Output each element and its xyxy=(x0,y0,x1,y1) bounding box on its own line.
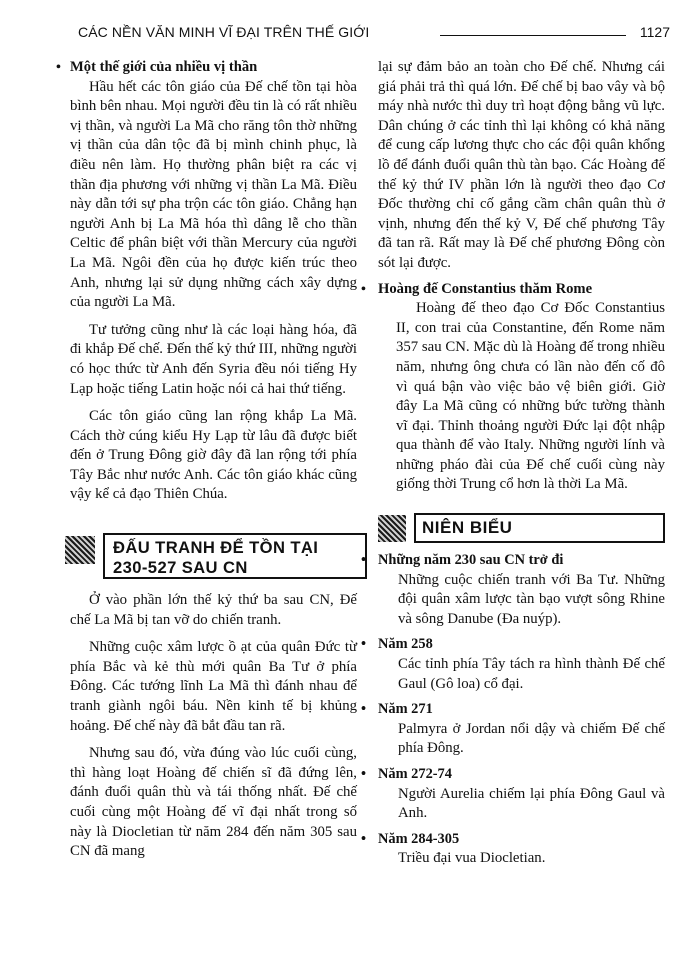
timeline-entry xyxy=(361,551,665,629)
paragraph: Tư tưởng cũng như là các loại hàng hóa, đã đi khắp Đế chế. Đến thế kỷ thứ III, những người có học thức từ Anh đến Syria đều nói tiếng Hy Lạp hoặc tiếng Latin hoặc nói cả hai thứ tiếng. xyxy=(70,321,357,397)
timeline-text: Người Aurelia chiếm lại phía Đông Gaul và Anh. xyxy=(398,785,665,822)
bullet-icon: • xyxy=(361,701,367,718)
timeline-year-text: Năm 272-74 xyxy=(378,766,452,782)
running-header xyxy=(78,24,670,42)
header-rule xyxy=(440,35,626,36)
bullet-icon: • xyxy=(56,60,61,75)
paragraph: Những cuộc xâm lược ồ ạt của quân Đức từ phía Bắc và kẻ thù mới quân Ba Tư ở phía Đông. Các tướng lĩnh La Mã thì đánh nhau để tranh giành ngôi báu. Nền kinh tế bị khủng hoảng. Đế chế này đã bắt đầu tan rã. xyxy=(70,639,357,734)
timeline-year xyxy=(361,551,665,571)
bullet-icon: • xyxy=(361,766,367,782)
bullet-icon: • xyxy=(361,552,367,569)
timeline-year-text: Năm 284-305 xyxy=(378,830,460,847)
timeline-text: Palmyra ở Jordan nổi dậy và chiếm Đế chế phía Đông. xyxy=(398,720,665,757)
paragraph-continued: lại sự đảm bảo an toàn cho Đế chế. Nhưng cái giá phải trả thì quá lớn. Đế chế bị bao vây và bộ máy nhà nước thì duy trì hoạt động bằng vũ lực. Dân chúng ở các tỉnh thì lại không có khả năng để cung cấp lương thực cho các đội quân khổng lồ để đánh đuổi quân thù tàn bạo. Các Hoàng đế thế kỷ thứ IV phần lớn là người theo đạo Cơ Đốc thường chỉ cố gắng cầm chân quân thù ở vịnh, nhưng đến thế kỷ V, Đế chế phương Tây đã tan rã. Rất may là Đế chế phương Đông còn sót lại được. xyxy=(378,59,665,271)
paragraph: Nhưng sau đó, vừa đúng vào lúc cuối cùng, thì hàng loạt Hoàng đế chiến sĩ đã đứng lên, đánh đuổi quân thù và tái thống nhất. Đế chế cuối cùng một Hoàng đế vĩ đại nhất trong số này là Diocletian từ năm 284 đến năm 305 sau CN đã mang xyxy=(70,745,357,860)
bullet-icon: • xyxy=(361,830,367,847)
page-number: 1127 xyxy=(639,24,670,40)
timeline-year xyxy=(361,635,665,655)
timeline-year-text: Năm 271 xyxy=(378,701,433,718)
timeline-year xyxy=(361,765,665,785)
timeline-year-text: Năm 258 xyxy=(378,636,433,653)
running-header-title: CÁC NỀN VĂN MINH VĨ ĐẠI TRÊN THẾ GIỚI xyxy=(78,24,370,40)
paragraph: Các tôn giáo cũng lan rộng khắp La Mã. Cách thờ cúng kiểu Hy Lạp từ lâu đã được biết đến ở Trung Đông giờ đây đã lan rộng tới phía Tây Bắc như nước Anh. Các tôn giáo khác cũng vậy kể cả đạo Thiên Chúa. xyxy=(70,408,357,503)
timeline-text: Những cuộc chiến tranh với Ba Tư. Những đội quân xâm lược tàn bạo vượt sông Rhine và sông Danube (Đa nuýp). xyxy=(398,571,665,627)
timeline-entry xyxy=(361,830,665,869)
section-heading-text: Một thế giới của nhiều vị thần xyxy=(70,59,258,75)
timeline-text: Các tỉnh phía Tây tách ra hình thành Đế chế Gaul (Gô loa) cổ đại. xyxy=(398,656,665,692)
section-body xyxy=(378,299,665,495)
timeline-year-text: Những năm 230 sau CN trở đi xyxy=(378,552,564,569)
timeline-year xyxy=(361,830,665,850)
bullet-icon: • xyxy=(361,281,366,297)
section-heading-many-gods xyxy=(56,58,357,78)
right-column xyxy=(361,58,665,875)
timeline-entry xyxy=(361,635,665,694)
decorative-pattern-icon xyxy=(378,515,406,542)
timeline-entry xyxy=(361,765,665,824)
timeline-title-box xyxy=(378,513,665,545)
timeline-year xyxy=(361,700,665,720)
paragraph: Hoàng đế theo đạo Cơ Đốc Constantius II, con trai của Constantine, đến Rome năm 357 sau CN. Mặc dù là Hoàng đế trong nhiều năm, nhưng ông chưa có lần nào đến cố đô vì quá bận vào việc bảo vệ biên giới. Giờ đây La Mã cũng có những bức tường thành vĩ đại. Thỉnh thoảng người Đức lại đột nhập qua thành để vào Italy. Những người lính và những pháo đài của Đế chế cuối cùng này giống thời Trung cổ hơn là thời La Mã. xyxy=(396,300,665,493)
timeline-entry xyxy=(361,700,665,759)
section-title: ĐẤU TRANH ĐỂ TỒN TẠI 230-527 SAU CN xyxy=(103,533,367,579)
timeline-title: NIÊN BIỂU xyxy=(414,513,665,543)
section-heading-text: Hoàng đế Constantius thăm Rome xyxy=(378,280,593,297)
section-heading-constantius xyxy=(361,280,665,300)
bullet-icon: • xyxy=(361,636,367,653)
left-column xyxy=(56,58,357,862)
timeline-text: Triều đại vua Diocletian. xyxy=(398,850,546,867)
paragraph: Ở vào phần lớn thế kỷ thứ ba sau CN, Đế chế La Mã bị tan vỡ do chiến tranh. xyxy=(70,592,357,628)
section-title-box xyxy=(65,533,357,581)
paragraph: Hầu hết các tôn giáo của Đế chế tồn tại hòa bình bên nhau. Mọi người đều tin là có rất nhiều vị thần, và người La Mã cho răng tôn thờ những vị thần của dân tộc đã bị mình chinh phục, là điều nên làm. Họ thường phân biệt ra các vị thần địa phương với những vị thần La Mã. Điều này dẫn tới sự pha trộn các tôn giáo. Chẳng hạn người Anh bị La Mã hóa thì dâng lễ cho thần Celtic để phân biệt với thần Mercury của người La Mã. Ngôi đền của họ được kiến trúc theo Anh, nhưng lại sử dụng những cách xây dựng của người La Mã. xyxy=(70,78,357,311)
decorative-pattern-icon xyxy=(65,536,95,564)
